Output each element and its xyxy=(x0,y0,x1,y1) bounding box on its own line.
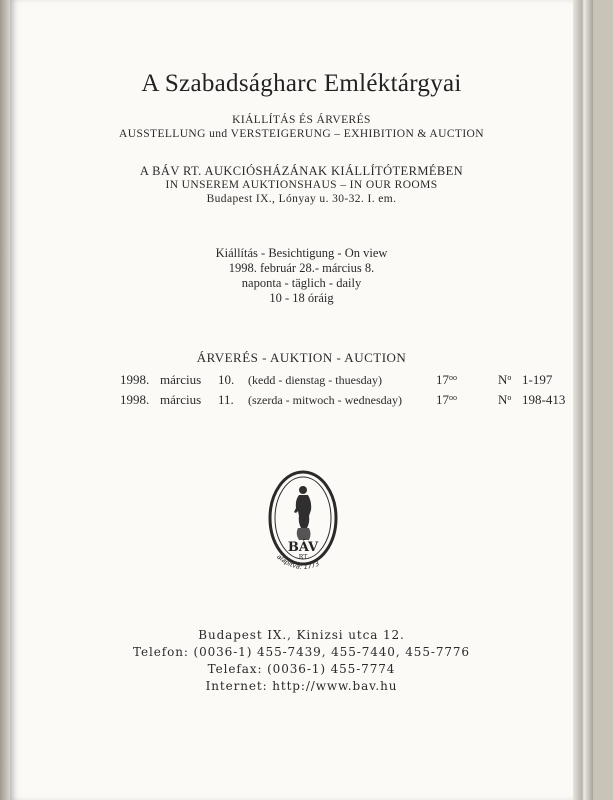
viewing-info xyxy=(10,246,593,306)
session-lot-range: 198-413 xyxy=(522,392,566,407)
viewing-line-1: Kiállítás - Besichtigung - On view xyxy=(215,246,388,260)
venue-line-1: A BÁV RT. AUKCIÓSHÁZÁNAK KIÁLLÍTÓTERMÉBEN xyxy=(139,164,464,178)
session-year: 1998. xyxy=(120,392,150,407)
catalog-title: A Szabadságharc Emléktárgyai xyxy=(141,70,462,97)
session-lot-range: 1-197 xyxy=(522,372,553,387)
page-stack-edge xyxy=(573,0,593,800)
contact-fax: Telefax: (0036-1) 455-7774 xyxy=(207,662,396,676)
auction-schedule xyxy=(120,371,565,411)
venus-statue-icon xyxy=(294,486,311,540)
number-sign-sup: o xyxy=(507,393,512,402)
contact-info xyxy=(10,627,593,695)
auction-session-row xyxy=(120,371,565,391)
page-binding-shadow xyxy=(0,0,10,800)
session-time-minutes: oo xyxy=(449,393,457,402)
session-month: március xyxy=(160,392,202,407)
auction-session-row xyxy=(120,391,565,411)
session-weekday: (szerda - mitwoch - wednesday) xyxy=(248,392,402,407)
exhibition-info xyxy=(10,113,593,141)
session-year: 1998. xyxy=(120,372,150,387)
number-sign-sup: o xyxy=(507,373,512,382)
session-time-hour: 17 xyxy=(436,372,449,387)
session-weekday: (kedd - dienstag - thuesday) xyxy=(248,372,382,387)
bav-logo xyxy=(265,468,341,580)
number-sign: N xyxy=(498,372,508,387)
viewing-frequency: naponta - täglich - daily xyxy=(241,276,362,290)
number-sign: N xyxy=(498,392,508,407)
session-time xyxy=(436,371,498,391)
session-number-label xyxy=(498,371,522,391)
logo-letters: BÁV xyxy=(287,540,319,555)
contact-address: Budapest IX., Kinizsi utca 12. xyxy=(198,628,405,642)
session-time xyxy=(436,391,498,411)
auction-heading: ÁRVERÉS - AUKTION - AUCTION xyxy=(196,350,407,365)
session-time-hour: 17 xyxy=(436,392,449,407)
venue-line-2: IN UNSEREM AUKTIONSHAUS – IN OUR ROOMS xyxy=(165,179,438,191)
logo-founded-path: alapítva: 1773 xyxy=(275,552,321,572)
exhibition-line-1: KIÁLLÍTÁS ÉS ÁRVERÉS xyxy=(232,114,371,126)
session-month: március xyxy=(160,372,202,387)
logo-sub: RT xyxy=(298,554,308,561)
contact-phone: Telefon: (0036-1) 455-7439, 455-7440, 455-7776 xyxy=(133,645,470,659)
catalog-page xyxy=(10,0,593,800)
session-time-minutes: oo xyxy=(449,373,457,382)
venue-address: Budapest IX., Lónyay u. 30-32. I. em. xyxy=(206,193,397,205)
session-day: 11. xyxy=(218,392,234,407)
exhibition-line-2: AUSSTELLUNG und VERSTEIGERUNG – EXHIBITION & AUCTION xyxy=(119,128,484,140)
session-day: 10. xyxy=(218,372,235,387)
viewing-hours: 10 - 18 óráig xyxy=(269,291,334,305)
venue-info xyxy=(10,164,593,206)
session-number-label xyxy=(498,391,522,411)
contact-internet: Internet: http://www.bav.hu xyxy=(205,679,398,693)
viewing-dates: 1998. február 28.- március 8. xyxy=(228,261,375,275)
